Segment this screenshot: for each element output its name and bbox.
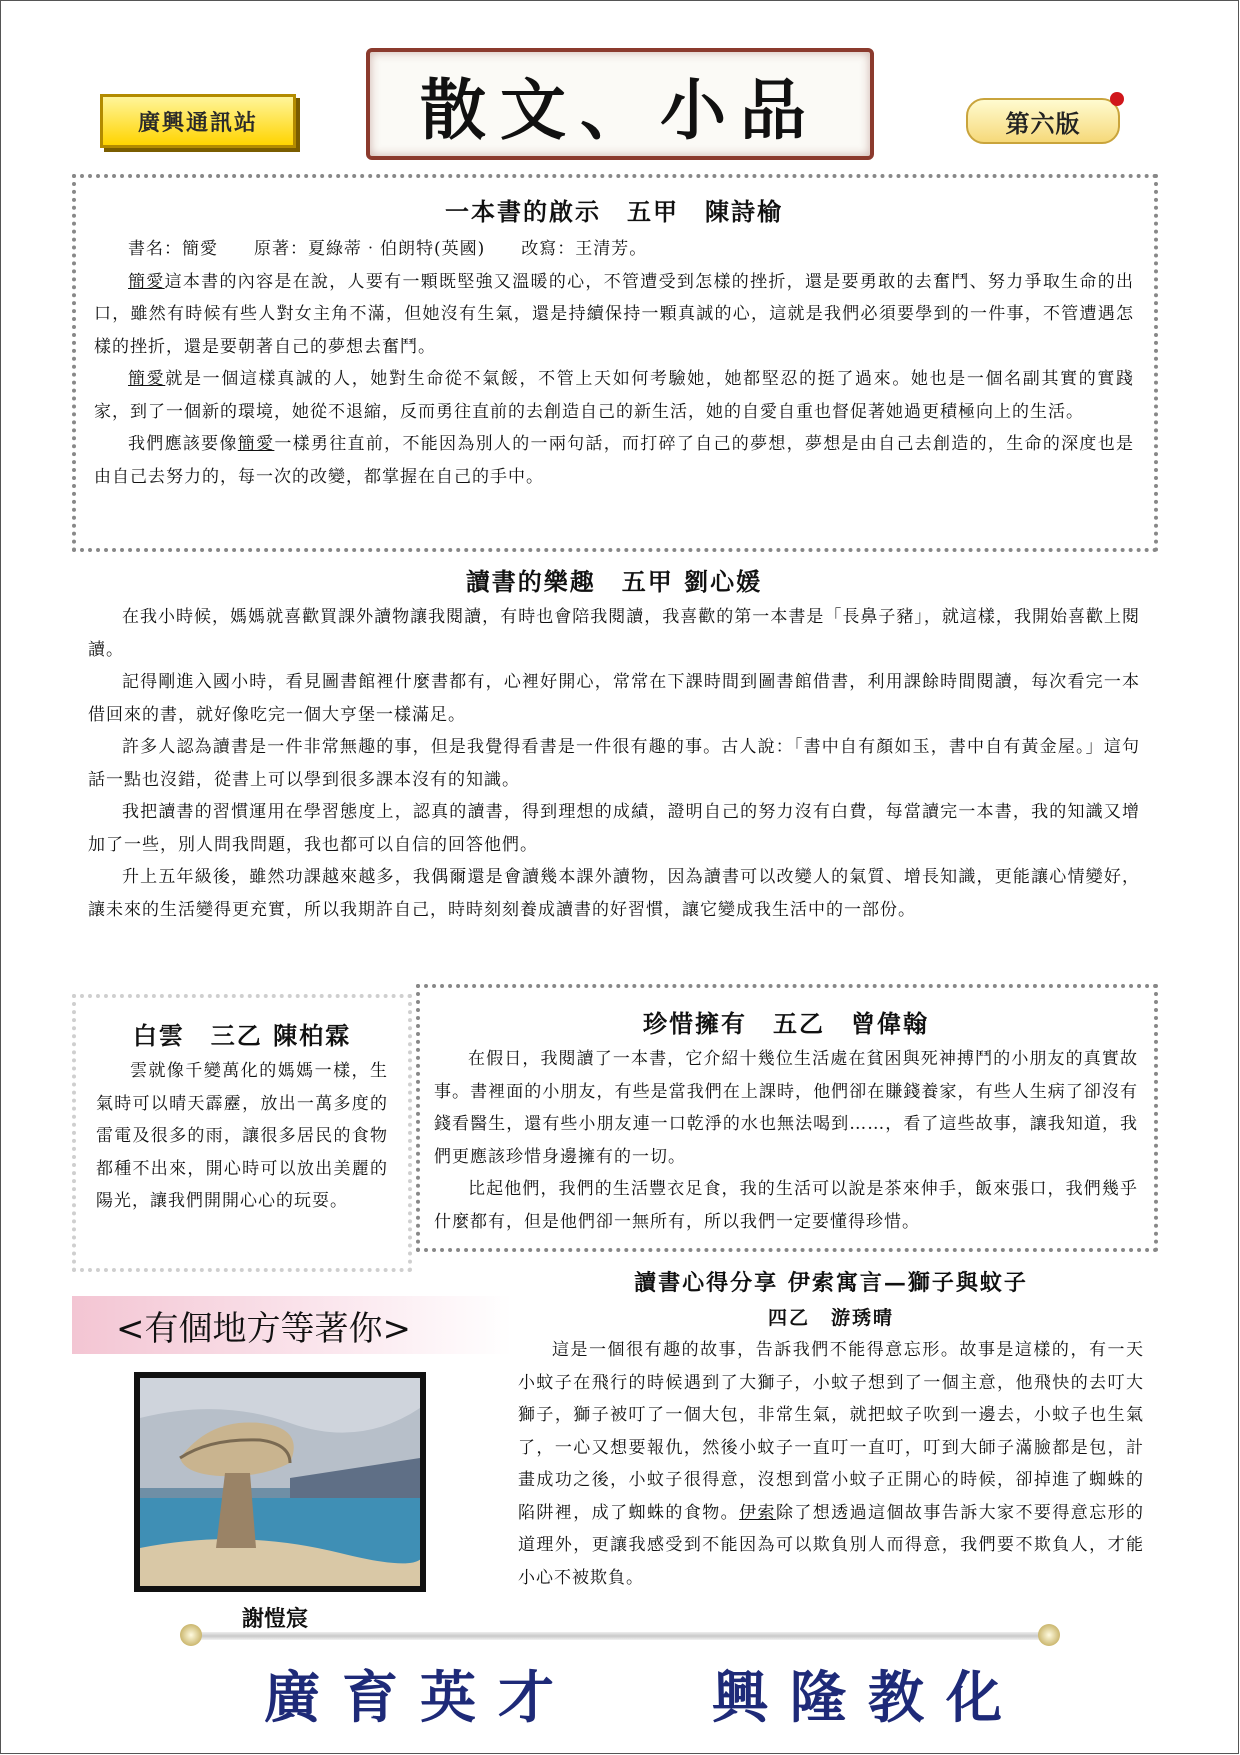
- paragraph-text: 這是一個很有趣的故事，告訴我們不能得意忘形。故事是這樣的，有一天小蚊子在飛行的時候遇到了大獅子，小蚊子想到了一個主意，他飛快的去叮大獅子，獅子被叮了一個大包，非常生氣，就把蚊子吹到一邊去，小蚊子也生氣了，一心又想要報仇，然後小蚊子一直叮一直叮，叮到大師子滿臉都是包，計畫成功之後，小蚊子很得意，沒想到當小蚊子正開心的時候，卻掉進了蜘蛛的陷阱裡，成了蜘蛛的食物。: [518, 1340, 1144, 1523]
- article-paragraph: [518, 1334, 1144, 1594]
- article-paragraph: 記得剛進入國小時，看見圖書館裡什麼書都有，心裡好開心，常常在下課時間到圖書館借書，利用課餘時間閱讀，每次看完一本借回來的書，就好像吃完一個大亨堡一樣滿足。: [88, 672, 1140, 725]
- article-heading: 讀書心得分享 伊索寓言—獅子與蚊子: [634, 1270, 1028, 1296]
- character-name: 簡愛: [237, 434, 275, 454]
- author-name: 伊索: [739, 1502, 776, 1523]
- article-heading: 一本書的啟示 五甲 陳詩榆: [445, 197, 783, 226]
- red-dot-icon: [1110, 92, 1124, 106]
- article-paragraph: 比起他們，我們的生活豐衣足食，我的生活可以說是茶來伸手，飯來張口，我們幾乎什麼都有，但是他們卻一無所有，所以我們一定要懂得珍惜。: [434, 1179, 1138, 1232]
- article-paragraph: 在假日，我閱讀了一本書，它介紹十幾位生活處在貧困與死神搏鬥的小朋友的真實故事。書裡面的小朋友，有些是當我們在上課時，他們卻在賺錢養家，有些人生病了卻沒有錢看醫生，還有些小朋友連一口乾淨的水也無法喝到……，看了這些故事，讓我知道，我們更應該珍惜身邊擁有的一切。: [434, 1049, 1138, 1167]
- article-paragraph: 我把讀書的習慣運用在學習態度上，認真的讀書，得到理想的成績，證明自己的努力沒有白費，每當讀完一本書，我的知識又增加了一些，別人問我問題，我也都可以自信的回答他們。: [88, 802, 1140, 855]
- painting-rock-seascape: [140, 1378, 420, 1586]
- artwork-title: <有個地方等著你>: [116, 1308, 411, 1349]
- article-paragraph: 升上五年級後，雖然功課越來越多，我偶爾還是會讀幾本課外讀物，因為讀書可以改變人的氣質、增長知識，更能讓心情變好，讓未來的生活變得更充實，所以我期許自己，時時刻刻養成讀書的好習慣，讓它變成我生活中的一部份。: [88, 867, 1140, 920]
- article-paragraph: 雲就像千變萬化的媽媽一樣，生氣時可以晴天霹靂，放出一萬多度的雷電及很多的雨，讓很多居民的食物都種不出來，開心時可以放出美麗的陽光，讓我們開開心心的玩耍。: [96, 1061, 388, 1211]
- footer-divider-knob-icon: [180, 1624, 202, 1646]
- article-heading: 白雲 三乙 陳柏霖: [132, 1021, 352, 1050]
- edition-badge: [966, 98, 1120, 144]
- paragraph-text: 除了想透過這個故事告訴大家不要得意忘形的道理外，更讓我感受到不能因為可以欺負別人而得意，我們要不欺負人，才能小心不被欺負。: [518, 1502, 1145, 1588]
- character-name: 簡愛: [128, 271, 165, 292]
- article-paragraph: 在我小時候，媽媽就喜歡買課外讀物讓我閱讀，有時也會陪我閱讀，我喜歡的第一本書是「長鼻子豬」，就這樣，我開始喜歡上閱讀。: [88, 607, 1140, 660]
- article-paragraph: [94, 266, 1134, 364]
- footer-divider: [188, 1632, 1048, 1640]
- article-paragraph: 許多人認為讀書是一件非常無趣的事，但是我覺得看書是一件很有趣的事。古人說：「書中自有顏如玉，書中自有黃金屋。」這句話一點也沒錯，從書上可以學到很多課本沒有的知識。: [88, 737, 1140, 790]
- article-aesop: [518, 1266, 1144, 1594]
- article-paragraph: [94, 363, 1134, 428]
- article-heading: 讀書的樂趣 五甲 劉心媛: [465, 567, 763, 596]
- article-byline: 四乙 游琇晴: [767, 1307, 894, 1329]
- edition-label: 第六版: [1005, 108, 1081, 138]
- footer-motto-left: 廣育英才: [264, 1665, 576, 1731]
- footer-divider-knob-icon: [1038, 1624, 1060, 1646]
- page-title-scroll: [366, 48, 874, 160]
- article-cherish: [416, 984, 1158, 1252]
- article-clouds: [72, 994, 412, 1272]
- paragraph-text: 我們應該要像: [128, 434, 238, 454]
- book-meta: 書名：簡愛 原著：夏綠蒂‧伯朗特(英國) 改寫：王清芳。: [128, 239, 648, 259]
- page-title: 散文、小品: [420, 70, 820, 149]
- paragraph-text: 就是一個這樣真誠的人，她對生命從不氣餒，不管上天如何考驗她，她都堅忍的挺了過來。她也是一個名副其實的實踐家，到了一個新的環境，她從不退縮，反而勇往直前的去創造自己的新生活，她的自愛自重也督促著她過更積極向上的生活。: [94, 369, 1135, 422]
- article-book-inspiration: [72, 174, 1158, 552]
- article-heading: 珍惜擁有 五乙 曾偉翰: [643, 1009, 929, 1038]
- paragraph-text: 一樣勇往直前，不能因為別人的一兩句話，而打碎了自己的夢想，夢想是由自己去創造的，生命的深度也是由自己去努力的，每一次的改變，都掌握在自己的手中。: [94, 434, 1135, 487]
- paragraph-text: 這本書的內容是在說，人要有一顆既堅強又溫暖的心，不管遭受到怎樣的挫折，還是要勇敢的去奮鬥、努力爭取生命的出口，雖然有時候有些人對女主角不滿，但她沒有生氣，還是持續保持一顆真誠的心，這就是我們必須要學到的一件事，不管遭遇怎樣的挫折，還是要朝著自己的夢想去奮鬥。: [94, 271, 1134, 357]
- footer-motto-right: 興隆教化: [712, 1665, 1024, 1731]
- article-reading-joy: [88, 562, 1140, 926]
- article-paragraph: [94, 428, 1134, 493]
- newsletter-badge: 廣興通訊站: [100, 94, 296, 148]
- artwork-image: [134, 1372, 426, 1592]
- artist-name: 謝愷宸: [242, 1606, 309, 1632]
- artwork-title-banner: [72, 1296, 512, 1354]
- character-name: 簡愛: [128, 369, 166, 389]
